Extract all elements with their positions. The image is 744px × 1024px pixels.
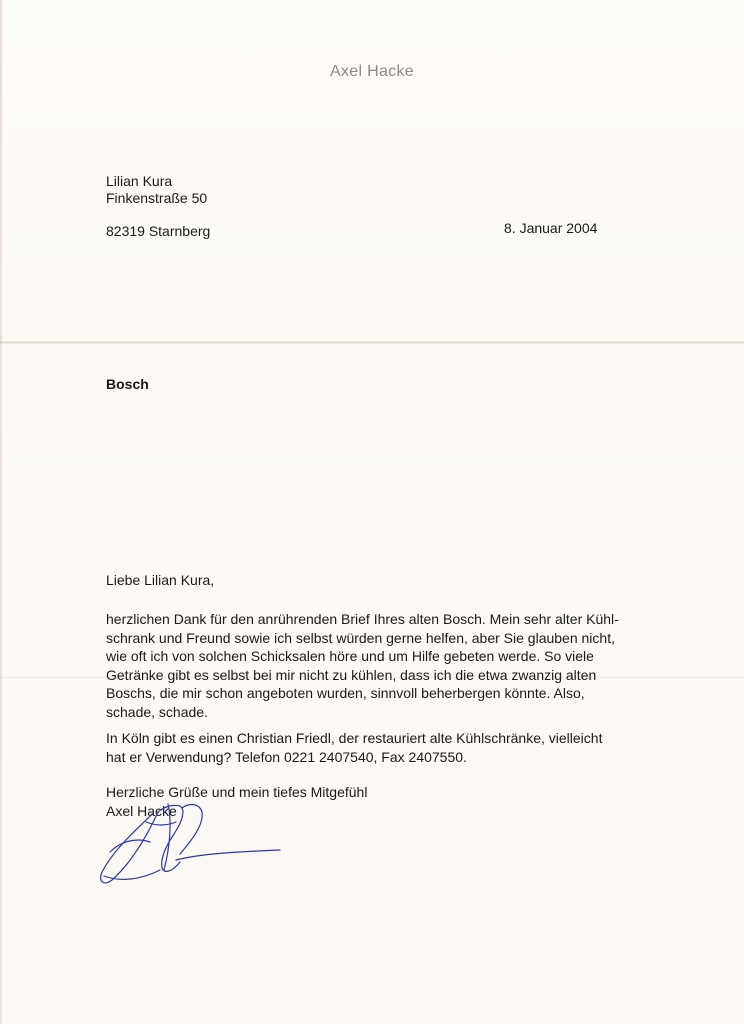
body-paragraph-1 <box>106 610 646 721</box>
body-line: Getränke gibt es selbst bei mir nicht zu kühlen, dass ich die etwa zwanzig alten <box>106 666 597 683</box>
recipient-name: Lilian Kura <box>106 173 173 189</box>
paper-edge <box>0 0 2 1024</box>
body-line: In Köln gibt es einen Christian Friedl, der restauriert alte Kühlschränke, vielleicht <box>106 730 603 746</box>
body-line: schrank und Freund sowie ich selbst würden gerne helfen, aber Sie glauben nicht, <box>106 629 615 646</box>
body-line: hat er Verwendung? Telefon 0221 2407540, Fax 2407550. <box>106 748 467 765</box>
letter-date: 8. Januar 2004 <box>504 220 598 236</box>
body-line: Boschs, die mir schon angeboten wurden, sinnvoll beherbergen könnte. Also, <box>106 685 585 701</box>
paper-fold-line <box>0 341 744 344</box>
salutation: Liebe Lilian Kura, <box>106 572 215 588</box>
handwritten-signature <box>90 792 290 892</box>
closing-greeting: Herzliche Grüße und mein tiefes Mitgefühl <box>106 784 368 800</box>
closing-name: Axel Hacke <box>106 802 177 819</box>
body-line: schade, schade. <box>106 703 208 720</box>
letterhead-sender-name: Axel Hacke <box>330 63 414 80</box>
recipient-street: Finkenstraße 50 <box>106 190 208 206</box>
body-paragraph-2 <box>106 729 646 766</box>
recipient-city: 82319 Starnberg <box>106 223 211 239</box>
body-line: herzlichen Dank für den anrührenden Brief Ihres alten Bosch. Mein sehr alter Kühl- <box>106 611 619 627</box>
body-line: wie oft ich von solchen Schicksalen höre und um Hilfe gebeten werde. So viele <box>106 648 594 664</box>
letter-subject: Bosch <box>106 376 149 392</box>
